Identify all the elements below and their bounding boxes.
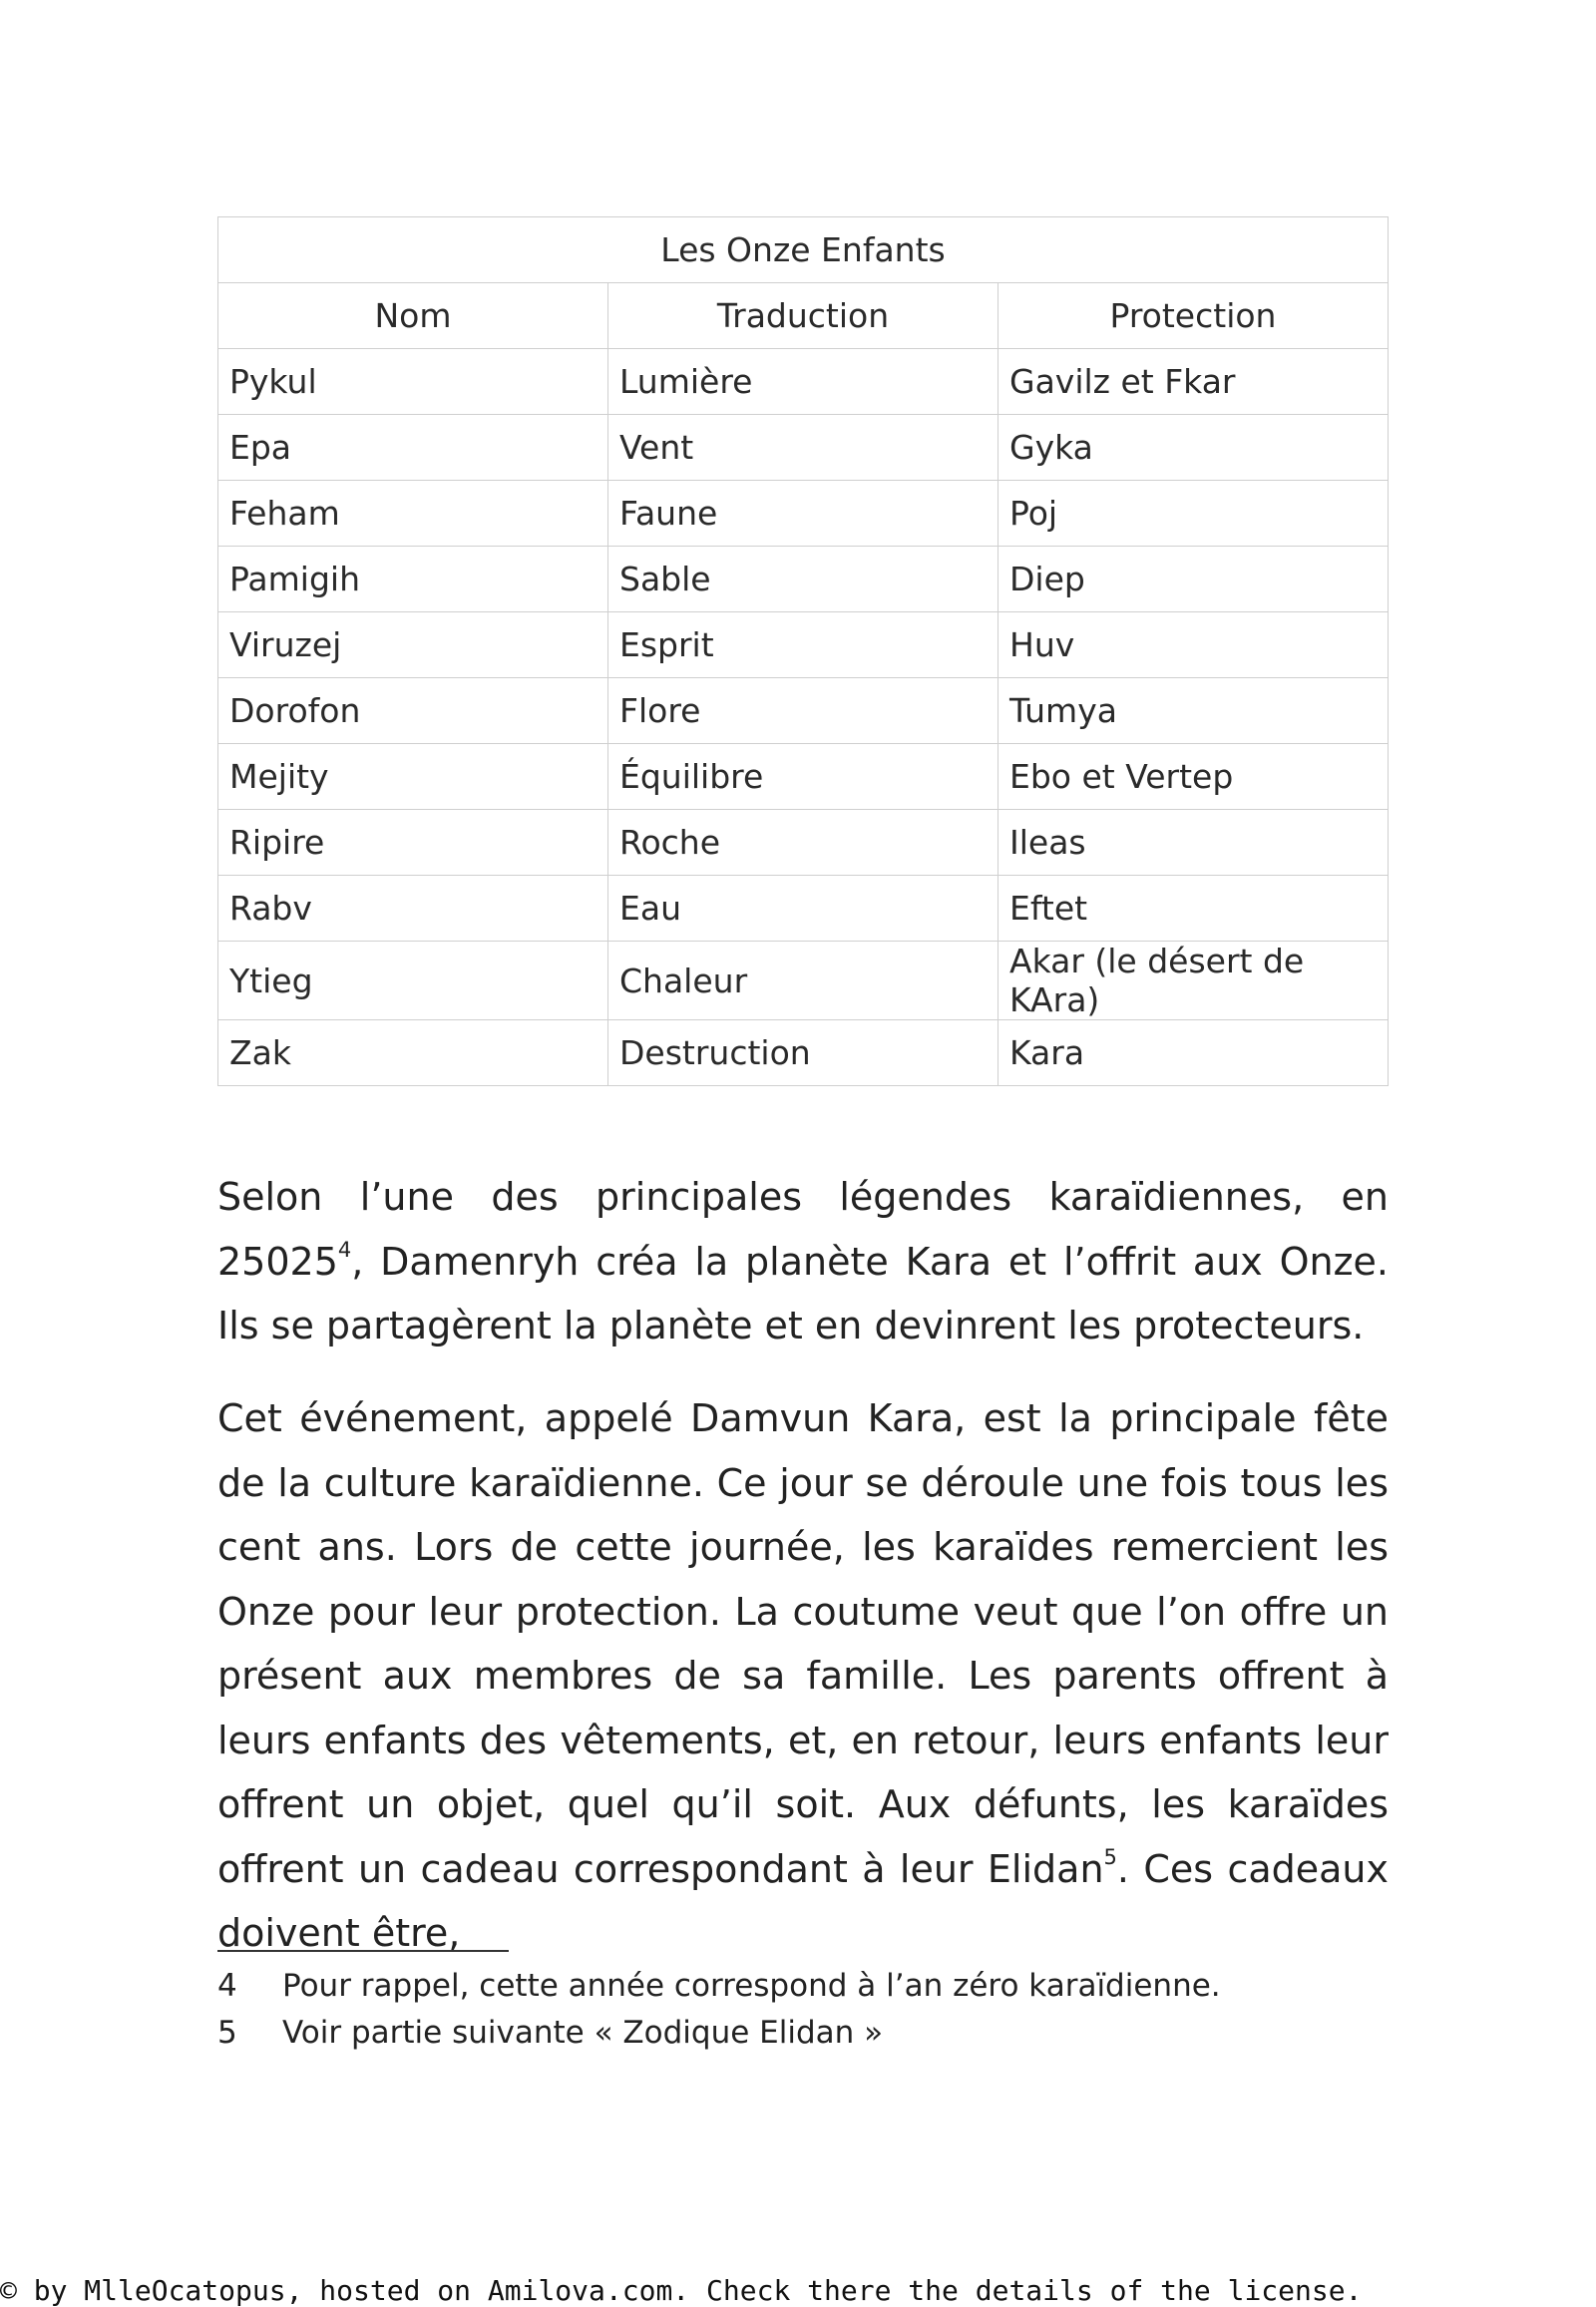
table-row: [218, 678, 1389, 744]
footnote-ref-4: 4: [337, 1237, 352, 1262]
cell-traduction: Sable: [608, 547, 998, 612]
cell-traduction: Lumière: [608, 349, 998, 415]
paragraph-damvun-kara: [217, 1386, 1389, 1966]
column-header-protection: Protection: [998, 283, 1389, 349]
cell-traduction: Équilibre: [608, 744, 998, 810]
table-row: [218, 1020, 1389, 1086]
paragraph-text: , Damenryh créa la planète Kara et l’offrit aux Onze. Ils se partagèrent la planète et en devinrent les protecteurs.: [217, 1239, 1389, 1347]
cell-protection: Gyka: [998, 415, 1389, 481]
table-title-row: [218, 217, 1389, 283]
cell-nom: Dorofon: [218, 678, 608, 744]
cell-traduction: Esprit: [608, 612, 998, 678]
cell-nom: Pamigih: [218, 547, 608, 612]
cell-protection: Eftet: [998, 876, 1389, 942]
table-row: [218, 481, 1389, 547]
footnote-text: Pour rappel, cette année correspond à l’an zéro karaïdienne.: [282, 1968, 1221, 2004]
cell-traduction: Roche: [608, 810, 998, 876]
footnote-5: [217, 2010, 1221, 2057]
cell-nom: Ripire: [218, 810, 608, 876]
cell-nom: Viruzej: [218, 612, 608, 678]
footnote-number: 5: [217, 2015, 237, 2051]
footnote-divider: [217, 1950, 509, 1952]
table-row: [218, 612, 1389, 678]
cell-protection: Tumya: [998, 678, 1389, 744]
cell-nom: Pykul: [218, 349, 608, 415]
table-row: [218, 415, 1389, 481]
cell-traduction: Flore: [608, 678, 998, 744]
table-header-row: [218, 283, 1389, 349]
paragraph-text: Selon l’une des principales légendes karaïdiennes, en 25025: [217, 1175, 1389, 1284]
cell-protection: Gavilz et Fkar: [998, 349, 1389, 415]
paragraph-text: . Ces cadeaux doivent être,: [217, 1846, 1389, 1955]
cell-protection: Ileas: [998, 810, 1389, 876]
table-row: [218, 810, 1389, 876]
footnote-text: Voir partie suivante « Zodique Elidan »: [282, 2015, 884, 2051]
cell-traduction: Eau: [608, 876, 998, 942]
table-row: [218, 876, 1389, 942]
paragraph-text: Cet événement, appelé Damvun Kara, est la principale fête de la culture karaïdienne. Ce jour se déroule une fois tous les cent ans. Lors de cette journée, les karaïdes remercient les Onze pour leur protection. La coutume veut que l’on offre un présent aux membres de sa famille. Les parents offrent à leurs enfants des vêtements, et, en retour, leurs enfants leur offrent un objet, quel qu’il soit. Aux défunts, les karaïdes offrent un cadeau correspondant à leur Elidan: [217, 1396, 1389, 1891]
table-row: [218, 349, 1389, 415]
cell-nom: Rabv: [218, 876, 608, 942]
cell-nom: Epa: [218, 415, 608, 481]
cell-protection: Diep: [998, 547, 1389, 612]
cell-nom: Mejity: [218, 744, 608, 810]
cell-protection: Poj: [998, 481, 1389, 547]
cell-protection: Akar (le désert de KAra): [998, 942, 1389, 1020]
table-title: Les Onze Enfants: [218, 217, 1389, 283]
footnote-number: 4: [217, 1968, 237, 2004]
onze-enfants-table: [217, 216, 1389, 1086]
cell-traduction: Chaleur: [608, 942, 998, 1020]
column-header-nom: Nom: [218, 283, 608, 349]
footnote-4: [217, 1963, 1221, 2010]
cell-nom: Zak: [218, 1020, 608, 1086]
table-row: [218, 547, 1389, 612]
table-row: [218, 744, 1389, 810]
cell-traduction: Faune: [608, 481, 998, 547]
table-row: [218, 942, 1389, 1020]
cell-traduction: Vent: [608, 415, 998, 481]
paragraph-legende: [217, 1165, 1389, 1358]
cell-protection: Ebo et Vertep: [998, 744, 1389, 810]
cell-nom: Ytieg: [218, 942, 608, 1020]
column-header-traduction: Traduction: [608, 283, 998, 349]
footnotes: [217, 1963, 1221, 2057]
cell-protection: Kara: [998, 1020, 1389, 1086]
footnote-ref-5: 5: [1103, 1844, 1117, 1869]
cell-nom: Feham: [218, 481, 608, 547]
license-notice: © by MlleOcatopus, hosted on Amilova.com. Check there the details of the license.: [0, 2274, 1363, 2307]
cell-traduction: Destruction: [608, 1020, 998, 1086]
cell-protection: Huv: [998, 612, 1389, 678]
